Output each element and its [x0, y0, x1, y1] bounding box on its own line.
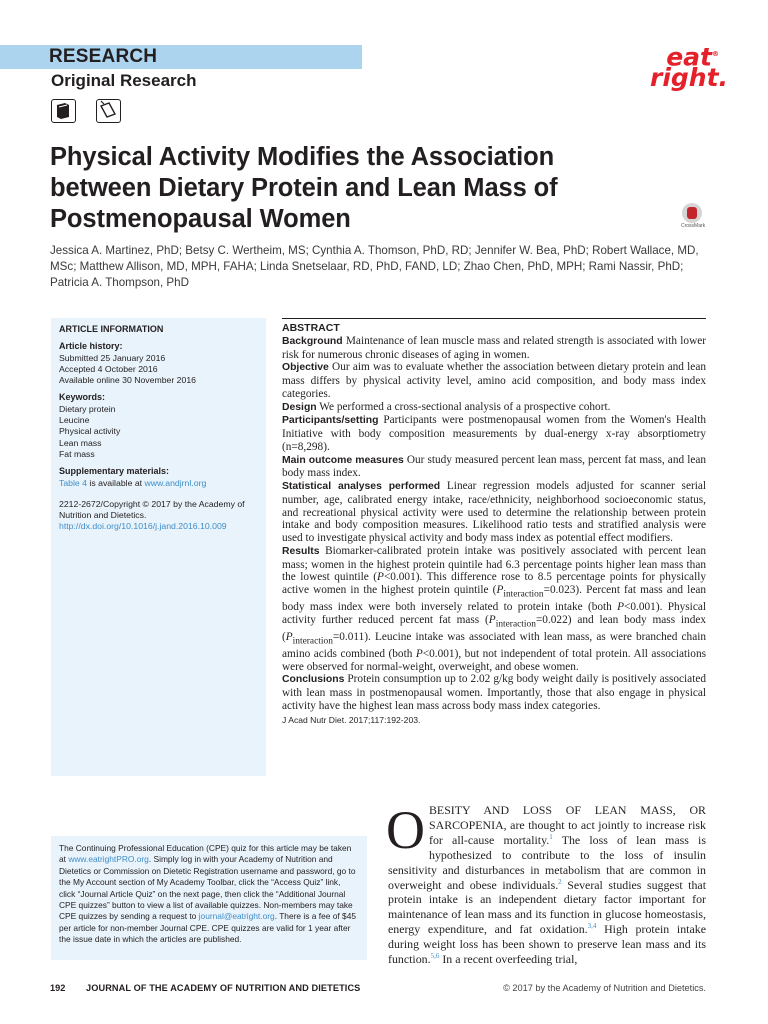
statistics-label: Statistical analyses performed — [282, 481, 441, 492]
keyword-item: Lean mass — [59, 437, 102, 448]
mouse-icon[interactable] — [96, 99, 121, 123]
supplementary-materials — [59, 466, 258, 489]
copyright-notice: 2212-2672/Copyright © 2017 by the Academy of Nutrition and Dietetics. — [59, 498, 245, 521]
conclusions-label: Conclusions — [282, 674, 345, 686]
doi-link[interactable]: http://dx.doi.org/10.1016/j.jand.2016.10.009 — [59, 521, 227, 532]
journal-name: JOURNAL OF THE ACADEMY OF NUTRITION AND DIETETICS — [86, 983, 361, 993]
design-text: We performed a cross-sectional analysis of a prospective cohort. — [319, 400, 611, 413]
results-text: Biomarker-calibrated protein intake was positively associated with percent lean mass; women in the highest protein quintile had 6.3 percentage points higher lean mass than the lowest quintile ( — [282, 544, 706, 584]
eatright-logo: eat® right. — [650, 42, 729, 93]
p-symbol: P — [377, 571, 384, 584]
objective-label: Objective — [282, 362, 329, 374]
book-icon[interactable] — [51, 99, 76, 123]
outcome-text: Our study measured percent lean mass, percent fat mass, and lean body mass index. — [282, 453, 707, 480]
abstract-objective — [282, 361, 706, 400]
p-value: =0.011 — [332, 630, 365, 643]
section-label: Original Research — [51, 71, 197, 90]
objective-text: Our aim was to evaluate whether the association between dietary protein and lean mass differs by physical activity level, amino acid composition, and body mass index categories. — [282, 361, 706, 400]
p-symbol: P — [415, 647, 423, 660]
logo-registered-mark: ® — [712, 50, 719, 58]
body-text: Several studies suggest that protein intake is an independent dietary factor important for maintenance of lean mass and its function in glucose homeostasis, energy expenditure, and fat oxidation. — [388, 877, 707, 937]
logo-line-1: eat — [666, 42, 712, 72]
p-subscript: interaction — [495, 619, 536, 629]
submitted-date: Submitted 25 January 2016 — [59, 352, 166, 363]
supplementary-table-link[interactable]: Table 4 — [59, 477, 88, 488]
cpe-text: The Continuing Professional Education (CPE) quiz for this article may be taken at — [59, 843, 352, 865]
cpe-quiz-box — [51, 836, 367, 960]
background-text: Maintenance of lean muscle mass and related strength is associated with lower risk for numerous chronic diseases of aging in women. — [282, 334, 707, 361]
reference-link[interactable]: 1 — [549, 832, 553, 841]
body-text: In a recent overfeeding trial, — [439, 952, 578, 967]
keyword-item: Physical activity — [59, 426, 121, 437]
design-label: Design — [282, 401, 317, 413]
logo-line-2: right — [650, 63, 719, 93]
article-info-heading: ARTICLE INFORMATION — [59, 324, 164, 334]
abstract-outcome — [282, 454, 706, 481]
abstract-results — [282, 545, 706, 674]
p-symbol: P — [488, 613, 496, 626]
participants-text: Participants were postmenopausal women from the Women's Health Initiative with body composition measurements by dual-energy x-ray absorptiometry (n=8,298). — [282, 414, 707, 453]
results-text: ), but not independent of total protein. All associations were observed for normal-weight, overweight, and obese women. — [282, 647, 707, 673]
body-text: The loss of lean mass is hypothesized to contribute to the loss of insulin sensitivity and disturbances in metabolism that are common in overweight and obese individuals. — [388, 832, 706, 892]
statistics-text: Linear regression models adjusted for scanner serial number, age, calibrated energy intake, race/ethnicity, neighborhood socioeconomic status, and recreational physical activity were used to determine the relationship between protein intake and body composition measures. Likelihood ratio tests and stratified analysis were used to investigate physical activity and body mass index as potential effect modifiers. — [282, 480, 707, 544]
p-value: <0.001 — [422, 647, 455, 660]
p-symbol: P — [285, 630, 293, 643]
reference-link[interactable]: 5,6 — [430, 952, 440, 961]
p-value: <0.001 — [383, 571, 416, 584]
crossmark-icon — [682, 203, 702, 223]
supplementary-heading: Supplementary materials: — [59, 466, 170, 477]
keywords — [59, 392, 258, 460]
crossmark-badge[interactable] — [681, 203, 706, 229]
lead-caps: BESITY AND LOSS OF LEAN MASS, OR SARCOPENIA, — [429, 803, 706, 832]
abstract-background — [282, 335, 706, 362]
article-information-panel — [51, 318, 266, 776]
body-text: High protein intake during weight loss has been shown to preserve lean mass and its function. — [388, 922, 706, 967]
cpe-text: . Simply log in with your Academy of Nutrition and Dietetics or Commission on Dietetic Registration username and password, go to the My Account section of My Academy Toolbar, click the “Access Quiz” link, click “Journal Article Quiz” on the next page, then click the “Additional Journal CPE quizzes” button to view a list of available quizzes. Non-members may take CPE quizzes by sending a request to — [59, 854, 356, 922]
abstract-design — [282, 401, 706, 415]
abstract-heading: ABSTRACT — [282, 322, 340, 334]
page-number: 192 — [50, 983, 66, 993]
author-list: Jessica A. Martinez, PhD; Betsy C. Wertheim, MS; Cynthia A. Thomson, PhD, RD; Jennifer W. Bea, PhD; Robert Wallace, MD, MSc; Matthew Allison, MD, MPH, FAHA; Linda Snetselaar, RD, PhD, FAND, LD; Zhao Chen, PhD, MPH; Rami Nassir, PhD; Patricia A. Thompson, PhD — [50, 244, 699, 289]
history-heading: Article history: — [59, 341, 123, 352]
keyword-item: Fat mass — [59, 448, 95, 459]
abstract-statistics — [282, 480, 706, 545]
p-subscript: interaction — [503, 589, 544, 600]
p-symbol: P — [617, 601, 625, 613]
abstract-conclusions — [282, 673, 706, 712]
results-text: ). This difference rose to 8.5 percentage points for physically active women in the highest protein quintile ( — [282, 571, 706, 596]
cpe-text: . There is a fee of $45 per article for non-member Journal CPE. CPE quizzes are valid for 1 year after the issue date in which the articles are published. — [59, 911, 357, 945]
abstract-rule — [282, 318, 706, 319]
outcome-label: Main outcome measures — [282, 454, 404, 466]
accepted-date: Accepted 4 October 2016 — [59, 363, 158, 374]
reference-link[interactable]: 3,4 — [587, 922, 597, 931]
background-label: Background — [282, 335, 343, 347]
body-text: are thought to act jointly to increase risk for all-cause mortality. — [429, 817, 706, 847]
conclusions-text: Protein consumption up to 2.02 g/kg body weight daily is positively associated with lean mass in postmenopausal women. Importantly, those that also engage in physical activity have the highest lean mass across body mass index categories. — [282, 673, 707, 712]
footer-copyright: © 2017 by the Academy of Nutrition and Dietetics. — [503, 983, 706, 993]
p-value: =0.022 — [535, 613, 568, 626]
body-paragraph — [386, 800, 707, 967]
abstract-participants — [282, 414, 706, 453]
keyword-item: Dietary protein — [59, 403, 116, 414]
article-title: Physical Activity Modifies the Association between Dietary Protein and Lean Mass of Postmenopausal Women — [50, 143, 558, 233]
p-value: <0.001 — [624, 601, 656, 613]
eatrightpro-link[interactable]: www.eatrightPRO.org — [68, 854, 149, 865]
p-value: =0.023 — [543, 584, 576, 596]
p-subscript: interaction — [292, 636, 333, 646]
keyword-item: Leucine — [59, 415, 90, 426]
supplementary-text: is available at — [87, 477, 145, 488]
drop-cap: O — [386, 800, 425, 860]
research-label: RESEARCH — [49, 46, 158, 67]
crossmark-label: CrossMark — [681, 223, 706, 229]
results-text: ). Physical activity further reduced percent fat mass ( — [282, 601, 706, 626]
p-symbol: P — [496, 584, 504, 596]
participants-label: Participants/setting — [282, 415, 379, 427]
results-label: Results — [282, 545, 320, 557]
abstract — [282, 318, 706, 726]
reference-link[interactable]: 2 — [558, 877, 562, 886]
journal-email-link[interactable]: journal@eatright.org — [198, 911, 275, 922]
article-history — [59, 341, 258, 386]
available-date: Available online 30 November 2016 — [59, 375, 197, 386]
results-text: ). Leucine intake was associated with lean mass, as were branched chain amino acids combined (both — [282, 630, 706, 660]
journal-citation: J Acad Nutr Diet. 2017;117:192-203. — [282, 714, 421, 725]
results-text: ). Percent fat mass and lean body mass index were both inversely related to protein intake (both — [282, 584, 706, 613]
keywords-heading: Keywords: — [59, 392, 106, 403]
results-text: ) and lean body mass index ( — [282, 613, 707, 643]
journal-website-link[interactable]: www.andjrnl.org — [144, 477, 207, 488]
